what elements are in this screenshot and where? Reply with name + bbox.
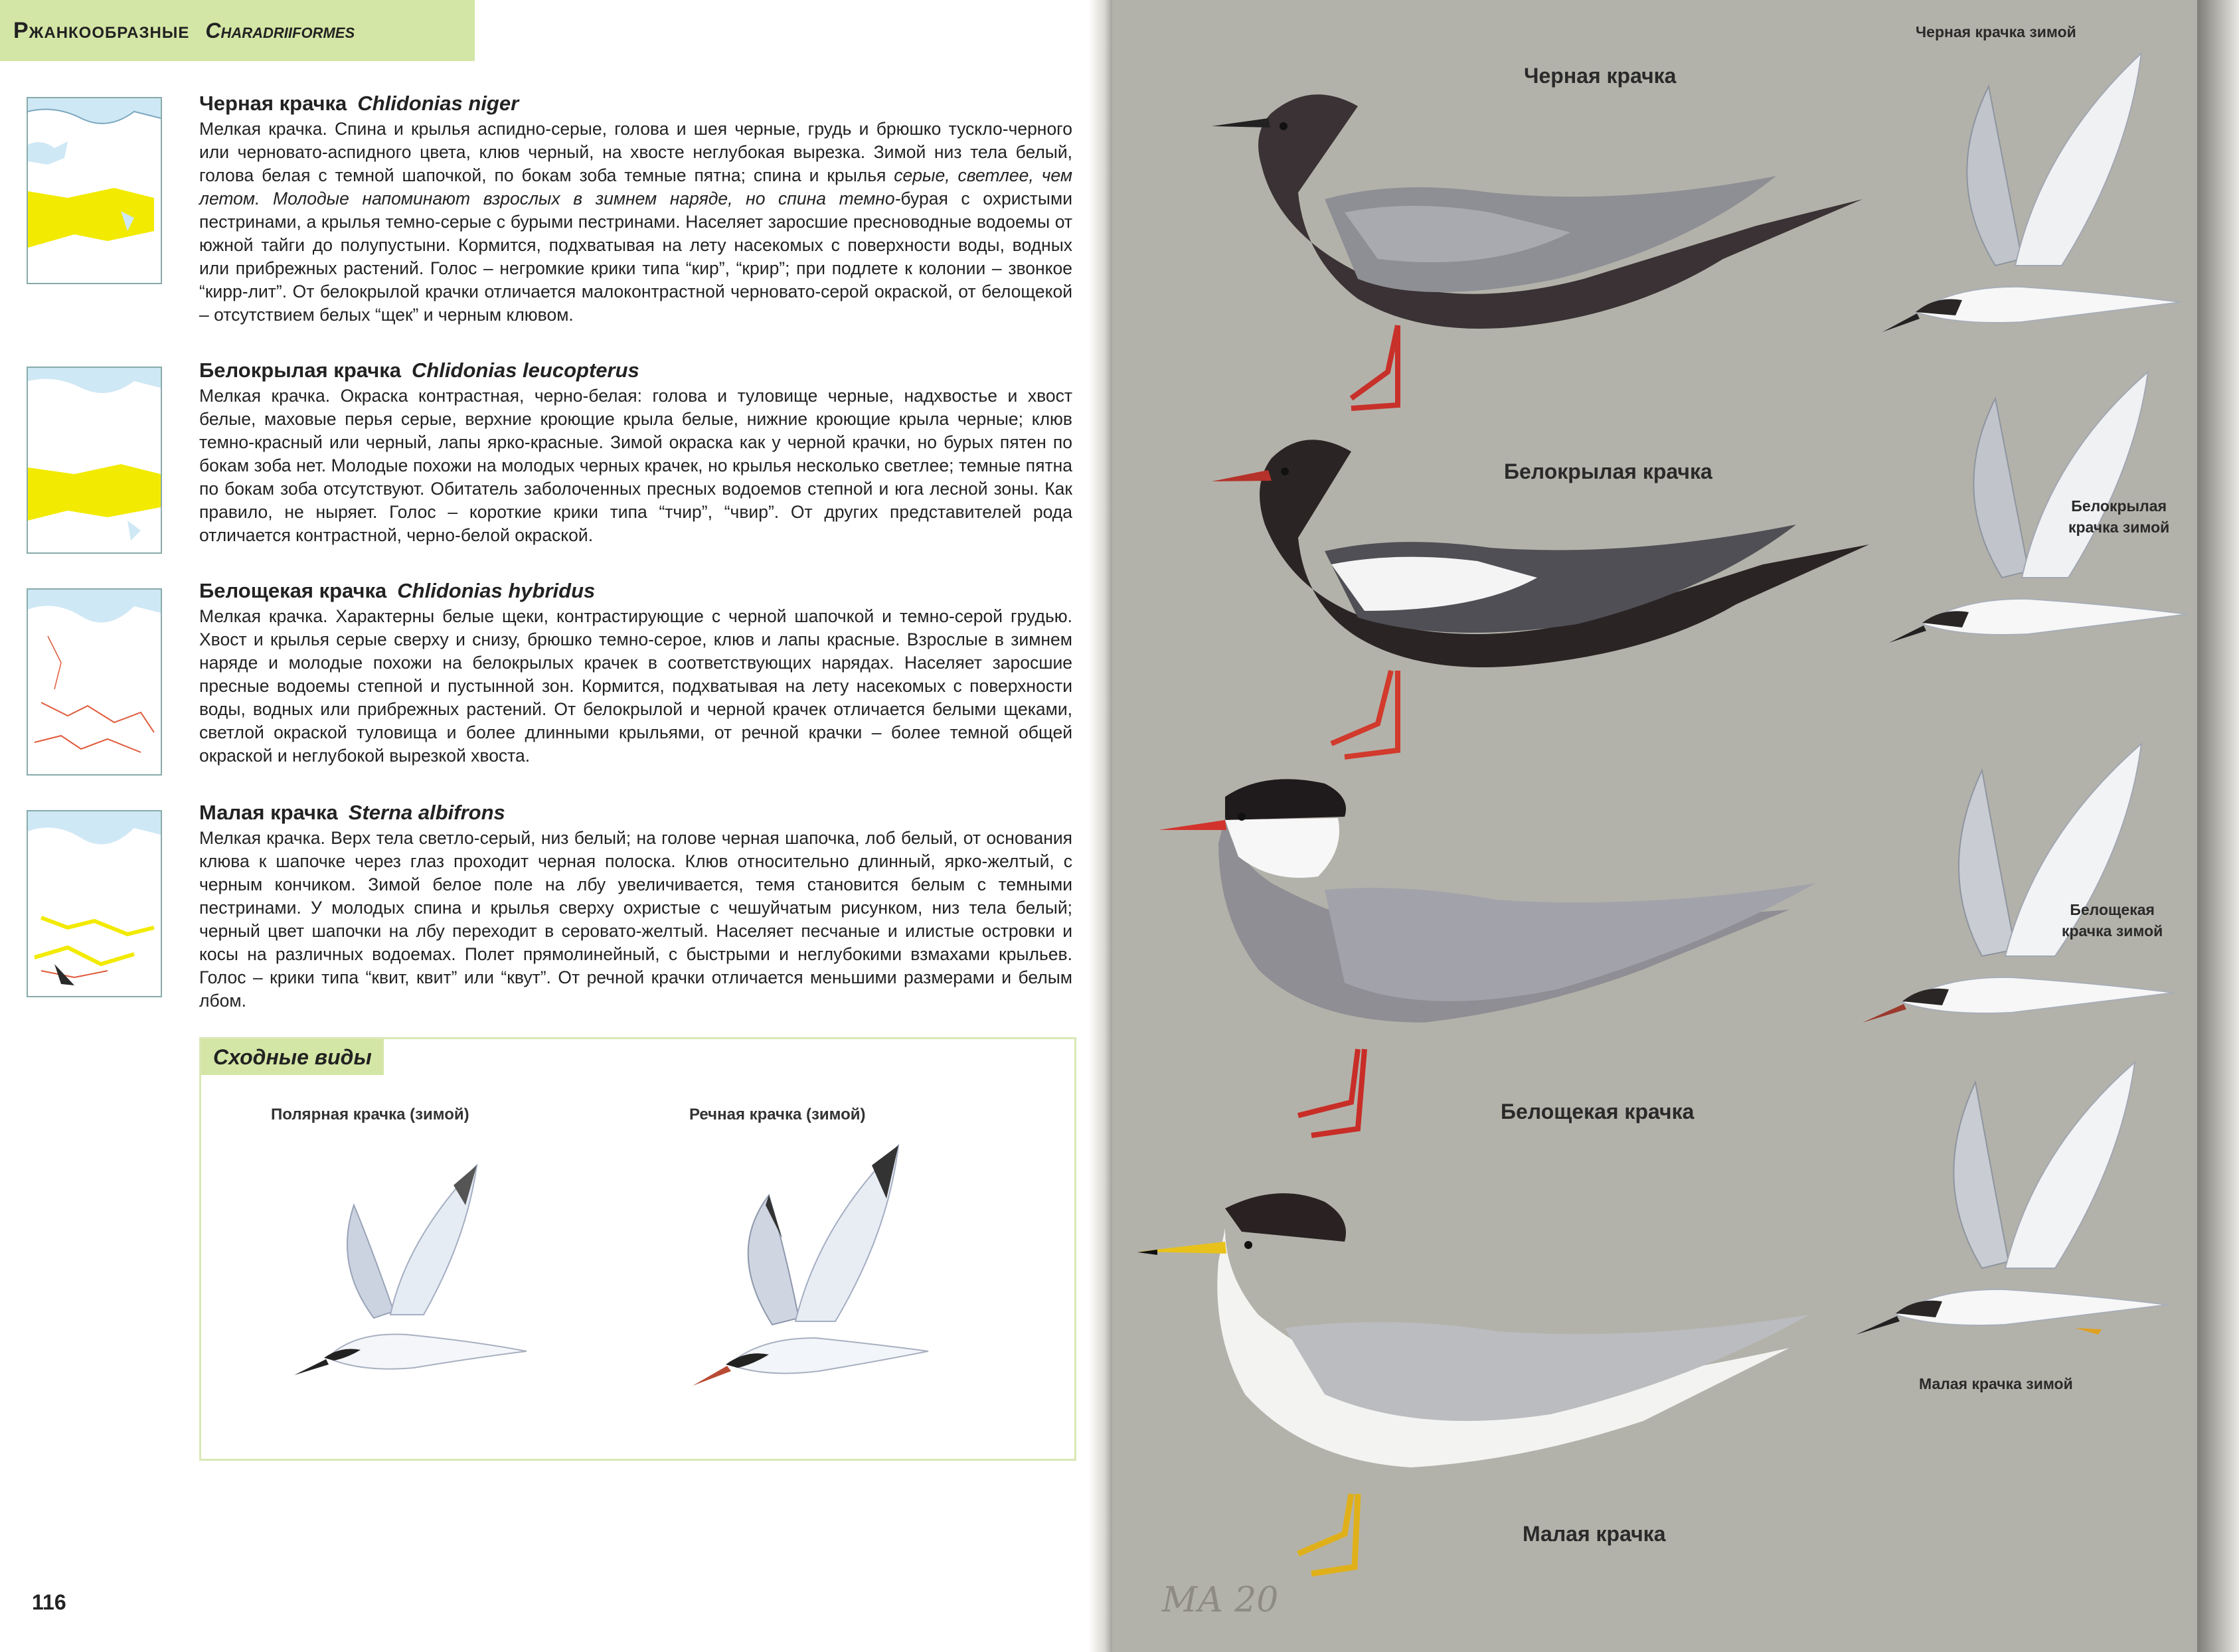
arctic-tern-flying-illustration	[254, 1159, 546, 1411]
species-title	[199, 799, 1072, 827]
book-edge	[2197, 0, 2239, 1652]
species-name-ru: Белокрылая крачка	[199, 359, 401, 382]
species-description: Мелкая крачка. Верх тела светло-серый, низ белый; на голове черная шапочка, лоб белый, от основания клюва к шапочке через глаз проходит черная полоска. Клюв относительно длинный, ярко-желтый, с черным кончиком. Зимой белое поле на лбу увеличивается, темя становится белым с темными пестринами. У молодых спина и крылья сверху охристые с чешуйчатым рисунком, низ тела белый; черный цвет шапочки на лбу переходит в серовато-желтый. Населяет песчаные и илистые островки и косы на различных водоемах. Полет прямолинейный, с быстрыми и неглубокими взмахами крыльев. Голос – крики типа “квит, квит” или “квут”. От речной крачки отличается меньшими размерами и белым лбом.	[199, 828, 1072, 1011]
label-line: Белощекая	[2070, 901, 2155, 918]
artist-signature: МА 20	[1162, 1580, 1279, 1620]
species-description: Мелкая крачка. Характерны белые щеки, контрастирующие с черной шапочкой и темно-серой грудью. Хвост и крылья серые сверху и снизу, брюшко темно-серое, клюв и лапы красные. Взрослые в зимнем наряде и молодые похожи на белокрылых крачек в соответствующих нарядах. Населяет заросшие пресные водоемы степной и пустынной зон. Кормится, подхватывая на лету насекомых с поверхности воды, водных или прибрежных растений. От белокрылой и черной крачек отличается белыми щеками, светлой окраской туловища и более длинными крыльями, от речной крачки – более темной общей окраской и неглубокой вырезкой хвоста.	[199, 606, 1072, 766]
species-title	[199, 90, 1072, 118]
label-whiskered-tern: Белощекая крачка	[1501, 1100, 1695, 1123]
species-name-ru: Черная крачка	[199, 92, 347, 115]
order-name-ru: Ржанкообразные	[13, 17, 190, 43]
whiskered-tern-standing-illustration	[1125, 757, 1869, 1182]
similar-species-box	[199, 1037, 1076, 1461]
label-line: крачка зимой	[2068, 519, 2170, 536]
range-map-whiskered-tern	[27, 588, 162, 776]
species-name-lat: Chlidonias niger	[357, 92, 519, 115]
range-map-icon	[28, 368, 161, 552]
label-white-winged-tern-winter	[2068, 495, 2169, 538]
label-black-tern-winter: Черная крачка зимой	[1916, 23, 2076, 41]
label-little-tern: Малая крачка	[1523, 1522, 1666, 1546]
range-map-black-tern	[27, 97, 162, 284]
similar-species-label: Сходные виды	[201, 1039, 384, 1075]
range-map-icon	[28, 811, 161, 996]
caption-arctic-tern: Полярная крачка (зимой)	[271, 1106, 469, 1123]
species-title	[199, 357, 1072, 384]
species-black-tern	[199, 90, 1072, 327]
description-part: бурая с охристыми пестринами, а крылья темно-серые с бурыми пестринами. Населяет заросшие пресноводные водоемы от южной тайги до полупустыни. Кормится, подхватывая на лету насекомых с поверхности воды, водных или прибрежных растений. Голос – негромкие крики типа “кир”, “крир”; при подлете к колонии – звонкое “кирр-лит”. От белокрылой крачки отличается малоконтрастной черновато-серой окраской, от белощекой – отсутствием белых “щек” и черным клювом.	[199, 189, 1072, 325]
description-italic-part: серые, светлее, чем летом. Молодые напоминают взрослых в зимнем наряде, но спина темно-	[199, 165, 1073, 208]
order-name-lat: Charadriiformes	[205, 18, 355, 42]
species-description	[199, 118, 1072, 327]
description-part: Мелкая крачка. Спина и крылья аспидно-серые, голова и шея черные, грудь и брюшко тускло-черного или черновато-аспидного цвета, клюв черный, на хвосте неглубокая вырезка. Зимой низ тела белый, голова белая с темной шапочкой, по бокам зоба темные пятна; спина и крылья	[199, 119, 1072, 185]
label-little-tern-winter: Малая крачка зимой	[1919, 1375, 2073, 1392]
species-description: Мелкая крачка. Окраска контрастная, черно-белая: голова и туловище черные, надхвостье и хвост белые, маховые перья серые, верхние кроющие крыла белые, нижние кроющие крыла черные; клюв темно-красный или черный, лапы ярко-красные. Зимой окраска как у черной крачки, но бурых пятен по бокам зоба нет. Молодые похожи на молодых черных крачек, но крылья несколько светлее; темные пятна по бокам зоба отсутствуют. Обитатель заболоченных пресных водоемов степной и юга лесной зоны. Как правило, не ныряет. Голос – короткие крики типа “тчир”, “чвир”. От других представителей рода отличается контрастной, черно-белой окраской.	[199, 386, 1072, 545]
species-whiskered-tern	[199, 578, 1072, 768]
species-name-lat: Chlidonias leucopterus	[411, 359, 639, 382]
label-whiskered-tern-winter	[2062, 899, 2163, 942]
label-line: Белокрылая	[2071, 497, 2167, 515]
species-name-ru: Малая крачка	[199, 801, 338, 824]
species-title	[199, 578, 1072, 605]
label-black-tern: Черная крачка	[1524, 64, 1677, 88]
range-map-icon	[28, 590, 161, 774]
whiskered-tern-winter-flying-illustration	[1849, 737, 2197, 1029]
species-little-tern	[199, 799, 1072, 1013]
species-name-lat: Sterna albifrons	[348, 801, 505, 824]
black-tern-standing-illustration	[1159, 60, 1863, 432]
book-gutter	[1089, 0, 1116, 1652]
range-map-little-tern	[27, 810, 162, 997]
common-tern-flying-illustration	[659, 1139, 952, 1418]
header-band	[0, 0, 475, 61]
little-tern-standing-illustration	[1125, 1182, 1869, 1594]
range-map-white-winged-tern	[27, 367, 162, 554]
illustration-plate	[1112, 0, 2197, 1652]
page-number: 116	[32, 1590, 66, 1614]
black-tern-winter-flying-illustration	[1863, 46, 2197, 339]
species-white-winged-tern	[199, 357, 1072, 547]
little-tern-winter-flying-illustration	[1829, 1056, 2197, 1348]
range-map-icon	[28, 98, 161, 283]
species-name-ru: Белощекая крачка	[199, 579, 387, 602]
label-white-winged-tern: Белокрылая крачка	[1504, 459, 1712, 483]
left-page	[0, 0, 1102, 1652]
caption-common-tern: Речная крачка (зимой)	[689, 1106, 866, 1123]
species-name-lat: Chlidonias hybridus	[397, 579, 596, 602]
label-line: крачка зимой	[2062, 922, 2163, 940]
